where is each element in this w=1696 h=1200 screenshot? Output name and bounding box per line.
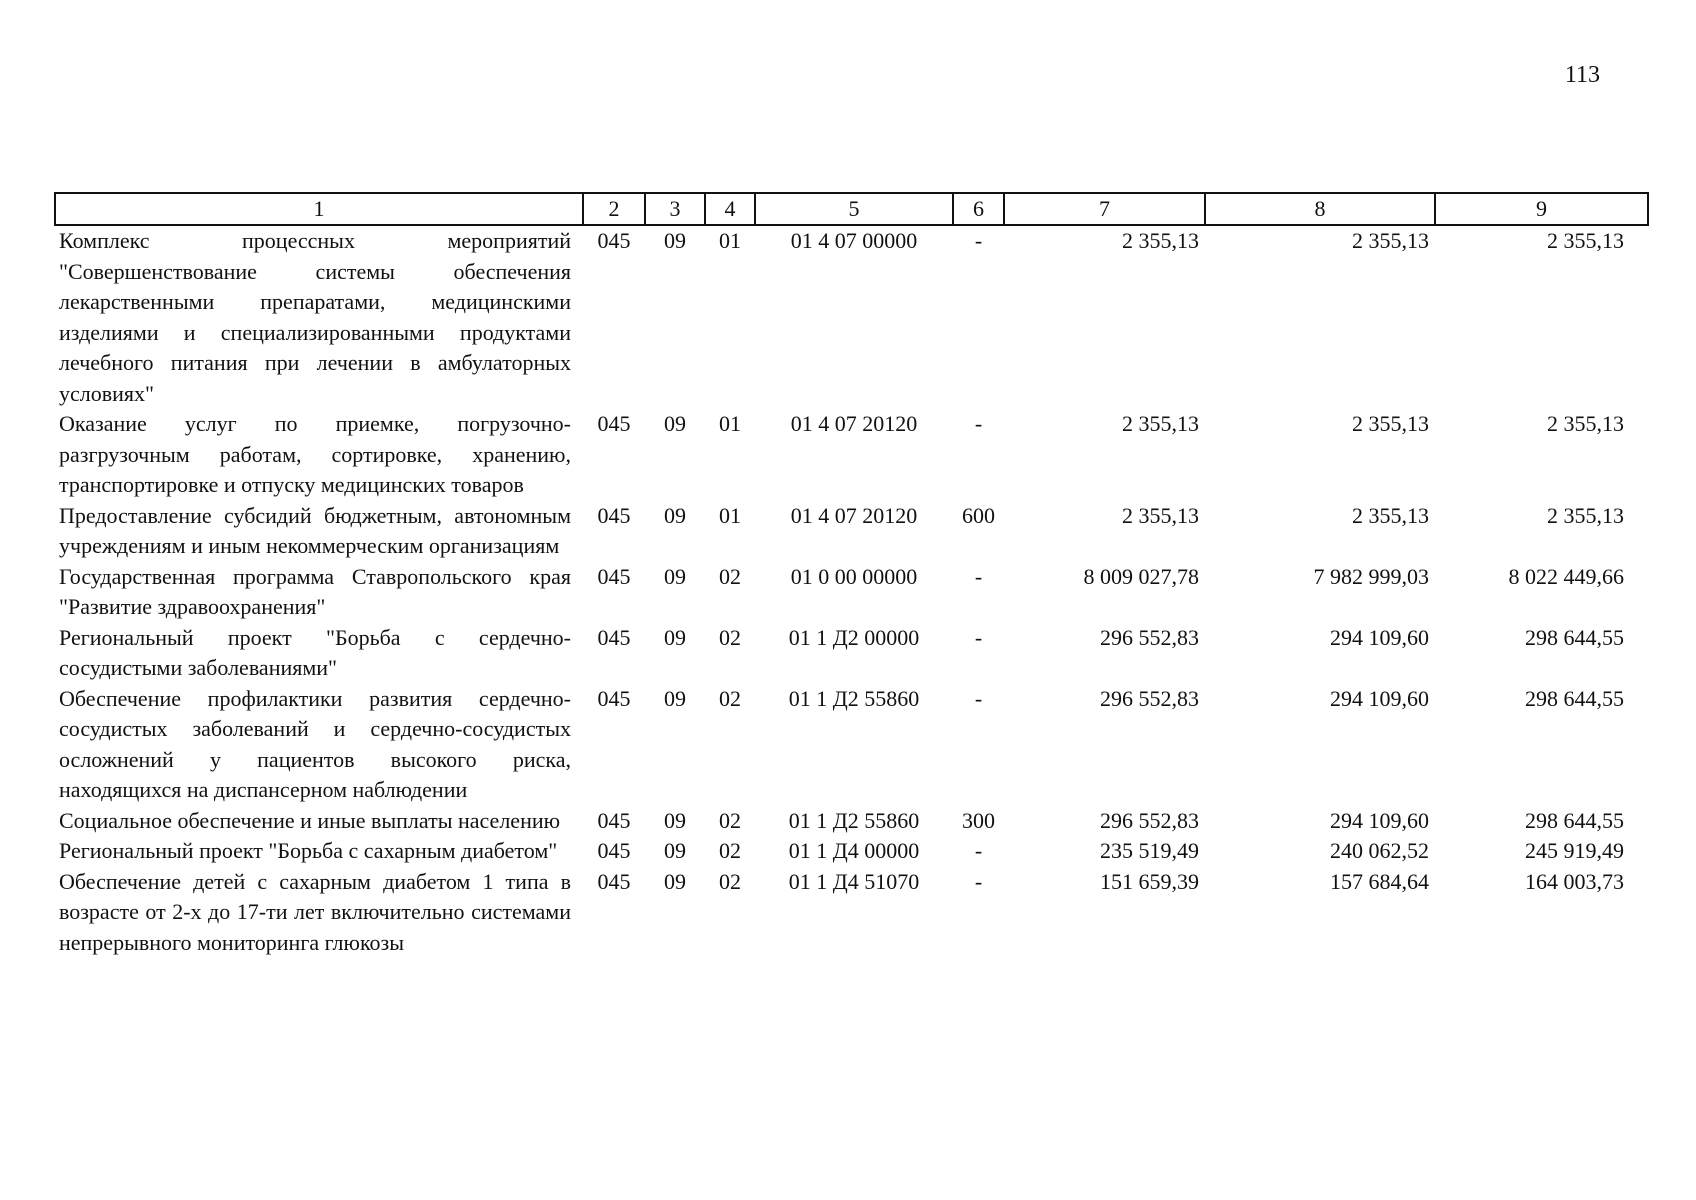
row-amount-3: 2 355,13 [1547, 502, 1624, 528]
table-row [55, 684, 1648, 806]
row-name: Обеспечение профилактики развития сердечно-сосудистых заболеваний и сердечно-сосудистых осложнений у пациентов высокого риска, находящихся на диспансерном наблюдении [59, 685, 571, 802]
table-row [55, 501, 1648, 562]
row-amount-3: 245 919,49 [1525, 838, 1624, 863]
table-row [55, 623, 1648, 684]
table-row [55, 409, 1648, 501]
row-amount-1: 235 519,49 [1100, 838, 1199, 863]
header-col-1: 1 [55, 193, 583, 225]
row-target-article-code: 01 1 Д4 51070 [788, 868, 920, 894]
header-row [55, 193, 1648, 225]
row-expense-type-code: 300 [962, 807, 995, 833]
row-grbs-code: 045 [597, 563, 631, 589]
row-amount-3: 2 355,13 [1547, 228, 1624, 253]
header-col-5: 5 [755, 193, 953, 225]
row-name: Государственная программа Ставропольского края "Развитие здравоохранения" [59, 563, 571, 619]
row-name: Обеспечение детей с сахарным диабетом 1 типа в возрасте от 2-х до 17-ти лет включительно системами непрерывного мониторинга глюкозы [59, 868, 571, 955]
row-subsection-code: 02 [719, 685, 741, 711]
row-grbs-code: 045 [597, 228, 631, 253]
row-subsection-code: 01 [719, 228, 741, 253]
table-row [55, 562, 1648, 623]
row-name: Региональный проект "Борьба с сердечно-сосудистыми заболеваниями" [59, 624, 571, 680]
row-grbs-code: 045 [597, 411, 631, 436]
row-amount-2: 2 355,13 [1352, 411, 1429, 436]
row-name: Оказание услуг по приемке, погрузочно-разгрузочным работам, сортировке, хранению, транспортировке и отпуску медицинских товаров [59, 411, 571, 497]
row-amount-3: 2 355,13 [1547, 411, 1624, 436]
row-expense-type-code: - [974, 838, 983, 863]
row-section-code: 09 [664, 685, 686, 711]
row-grbs-code: 045 [597, 807, 631, 833]
table-row [55, 225, 1648, 409]
row-amount-2: 7 982 999,03 [1313, 563, 1429, 589]
row-amount-1: 2 355,13 [1122, 411, 1199, 436]
row-amount-1: 8 009 027,78 [1083, 563, 1199, 589]
row-section-code: 09 [664, 563, 686, 589]
row-expense-type-code: - [974, 411, 983, 436]
row-target-article-code: 01 4 07 00000 [790, 228, 918, 253]
row-grbs-code: 045 [597, 685, 631, 711]
row-grbs-code: 045 [597, 502, 631, 528]
header-col-6: 6 [953, 193, 1004, 225]
row-amount-2: 157 684,64 [1330, 868, 1429, 894]
row-amount-2: 240 062,52 [1330, 838, 1429, 863]
page-number: 113 [1564, 62, 1600, 88]
row-amount-1: 296 552,83 [1100, 807, 1199, 833]
row-amount-1: 2 355,13 [1122, 502, 1199, 528]
row-amount-2: 294 109,60 [1330, 807, 1429, 833]
row-amount-1: 296 552,83 [1100, 685, 1199, 711]
row-amount-3: 298 644,55 [1525, 624, 1624, 650]
header-col-2: 2 [583, 193, 645, 225]
row-section-code: 09 [664, 624, 686, 650]
header-col-7: 7 [1004, 193, 1205, 225]
table-header [55, 193, 1648, 225]
row-amount-3: 8 022 449,66 [1508, 563, 1624, 589]
row-amount-3: 298 644,55 [1525, 685, 1624, 711]
header-col-8: 8 [1205, 193, 1435, 225]
row-amount-2: 294 109,60 [1330, 685, 1429, 711]
row-amount-2: 2 355,13 [1352, 228, 1429, 253]
row-subsection-code: 02 [719, 838, 741, 863]
table-row [55, 806, 1648, 837]
row-amount-3: 298 644,55 [1525, 807, 1624, 833]
header-col-9: 9 [1435, 193, 1648, 225]
row-target-article-code: 01 1 Д4 00000 [788, 838, 920, 863]
row-expense-type-code: - [974, 624, 983, 650]
row-name: Социальное обеспечение и иные выплаты населению [59, 807, 561, 833]
row-target-article-code: 01 4 07 20120 [790, 411, 918, 436]
row-subsection-code: 01 [719, 411, 741, 436]
row-grbs-code: 045 [597, 838, 631, 863]
row-section-code: 09 [664, 228, 686, 253]
row-subsection-code: 02 [719, 563, 741, 589]
row-subsection-code: 02 [719, 868, 741, 894]
row-amount-1: 151 659,39 [1100, 868, 1199, 894]
row-amount-3: 164 003,73 [1525, 868, 1624, 894]
header-col-4: 4 [705, 193, 755, 225]
row-subsection-code: 02 [719, 624, 741, 650]
row-grbs-code: 045 [597, 868, 631, 894]
row-name: Предоставление субсидий бюджетным, автономным учреждениям и иным некоммерческим организациям [59, 502, 571, 558]
row-section-code: 09 [664, 502, 686, 528]
row-grbs-code: 045 [597, 624, 631, 650]
header-col-3: 3 [645, 193, 705, 225]
row-expense-type-code: 600 [962, 502, 995, 528]
table-row [55, 836, 1648, 867]
row-expense-type-code: - [974, 228, 983, 253]
row-expense-type-code: - [974, 685, 983, 711]
table-row [55, 867, 1648, 959]
row-amount-2: 294 109,60 [1330, 624, 1429, 650]
row-target-article-code: 01 4 07 20120 [790, 502, 918, 528]
row-amount-2: 2 355,13 [1352, 502, 1429, 528]
row-amount-1: 2 355,13 [1122, 228, 1199, 253]
row-target-article-code: 01 1 Д2 55860 [788, 685, 920, 711]
budget-table [54, 192, 1649, 958]
row-amount-1: 296 552,83 [1100, 624, 1199, 650]
row-section-code: 09 [664, 807, 686, 833]
row-name: Региональный проект "Борьба с сахарным диабетом" [59, 838, 558, 863]
row-subsection-code: 01 [719, 502, 741, 528]
row-subsection-code: 02 [719, 807, 741, 833]
row-expense-type-code: - [974, 563, 983, 589]
row-section-code: 09 [664, 838, 686, 863]
row-target-article-code: 01 1 Д2 00000 [788, 624, 920, 650]
row-section-code: 09 [664, 868, 686, 894]
row-section-code: 09 [664, 411, 686, 436]
row-name: Комплекс процессных мероприятий "Совершенствование системы обеспечения лекарственными препаратами, медицинскими изделиями и специализированными продуктами лечебного питания при лечении в амбулаторных условиях" [59, 228, 571, 406]
table-body [55, 225, 1648, 958]
row-expense-type-code: - [974, 868, 983, 894]
row-target-article-code: 01 1 Д2 55860 [788, 807, 920, 833]
row-target-article-code: 01 0 00 00000 [790, 563, 918, 589]
